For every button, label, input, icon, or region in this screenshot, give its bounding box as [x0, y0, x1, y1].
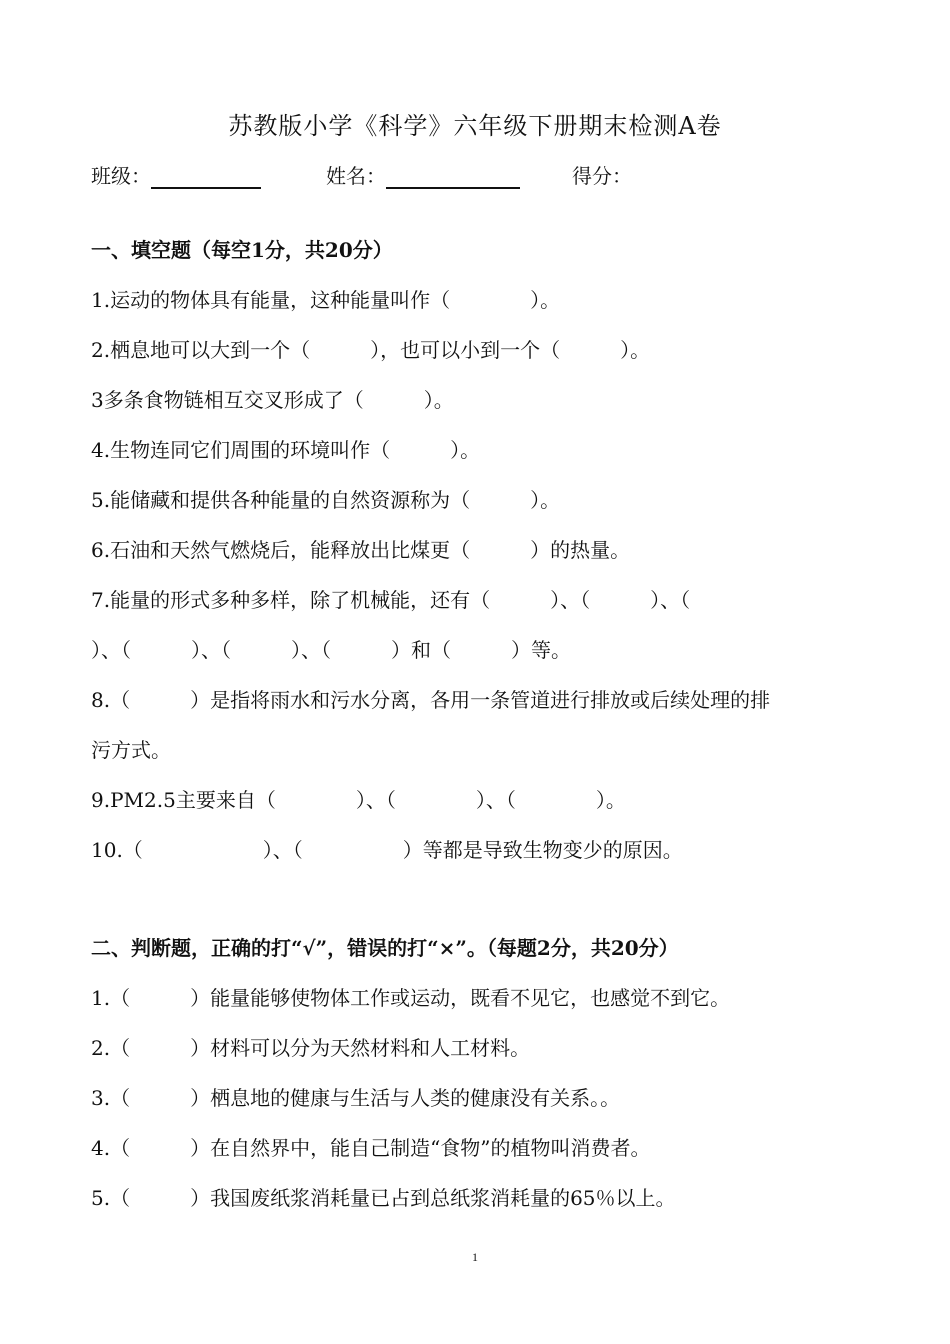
judge-question-4: 4.（ ）在自然界中，能自己制造“食物”的植物叫消费者。	[91, 1136, 651, 1160]
name-label: 姓名：	[326, 164, 386, 188]
fill-question-2: 2.栖息地可以大到一个（ ），也可以小到一个（ ）。	[91, 338, 651, 362]
class-blank[interactable]	[151, 165, 261, 189]
fill-question-10: 10.（ ）、（ ）等都是导致生物变少的原因。	[91, 838, 683, 862]
score-field	[572, 160, 632, 189]
judge-question-2: 2.（ ）材料可以分为天然材料和人工材料。	[91, 1036, 531, 1060]
class-label: 班级：	[91, 164, 151, 188]
name-blank[interactable]	[386, 165, 520, 189]
fill-question-6: 6.石油和天然气燃烧后，能释放出比煤更（ ）的热量。	[91, 538, 631, 562]
class-field	[91, 160, 261, 189]
fill-question-7-line2: ）、（ ）、（ ）、（ ）和（ ）等。	[91, 638, 571, 662]
fill-question-3: 3多条食物链相互交叉形成了（ ）。	[91, 388, 454, 412]
fill-question-7-line1: 7.能量的形式多种多样，除了机械能，还有（ ）、（ ）、（	[91, 588, 691, 612]
fill-question-9: 9.PM2.5主要来自（ ）、（ ）、（ ）。	[91, 788, 626, 812]
section1-heading: 一、填空题（每空1分，共20分）	[91, 238, 393, 262]
judge-question-3: 3.（ ）栖息地的健康与生活与人类的健康没有关系。。	[91, 1086, 621, 1110]
fill-question-4: 4.生物连同它们周围的环境叫作（ ）。	[91, 438, 481, 462]
judge-question-1: 1.（ ）能量能够使物体工作或运动，既看不见它，也感觉不到它。	[91, 986, 731, 1010]
score-label: 得分：	[572, 164, 632, 188]
student-info-row	[91, 160, 851, 190]
fill-question-5: 5.能储藏和提供各种能量的自然资源称为（ ）。	[91, 488, 561, 512]
judge-question-5: 5.（ ）我国废纸浆消耗量已占到总纸浆消耗量的65％以上。	[91, 1186, 676, 1210]
page-title: 苏教版小学《科学》六年级下册期末检测A卷	[228, 112, 722, 140]
fill-question-8-line1: 8.（ ）是指将雨水和污水分离，各用一条管道进行排放或后续处理的排	[91, 688, 771, 712]
name-field	[326, 160, 520, 189]
page-number: 1	[472, 1250, 478, 1264]
section2-heading: 二、判断题，正确的打“√”，错误的打“×”。（每题2分，共20分）	[91, 936, 679, 960]
fill-question-1: 1.运动的物体具有能量，这种能量叫作（ ）。	[91, 288, 561, 312]
fill-question-8-line2: 污方式。	[91, 738, 171, 762]
